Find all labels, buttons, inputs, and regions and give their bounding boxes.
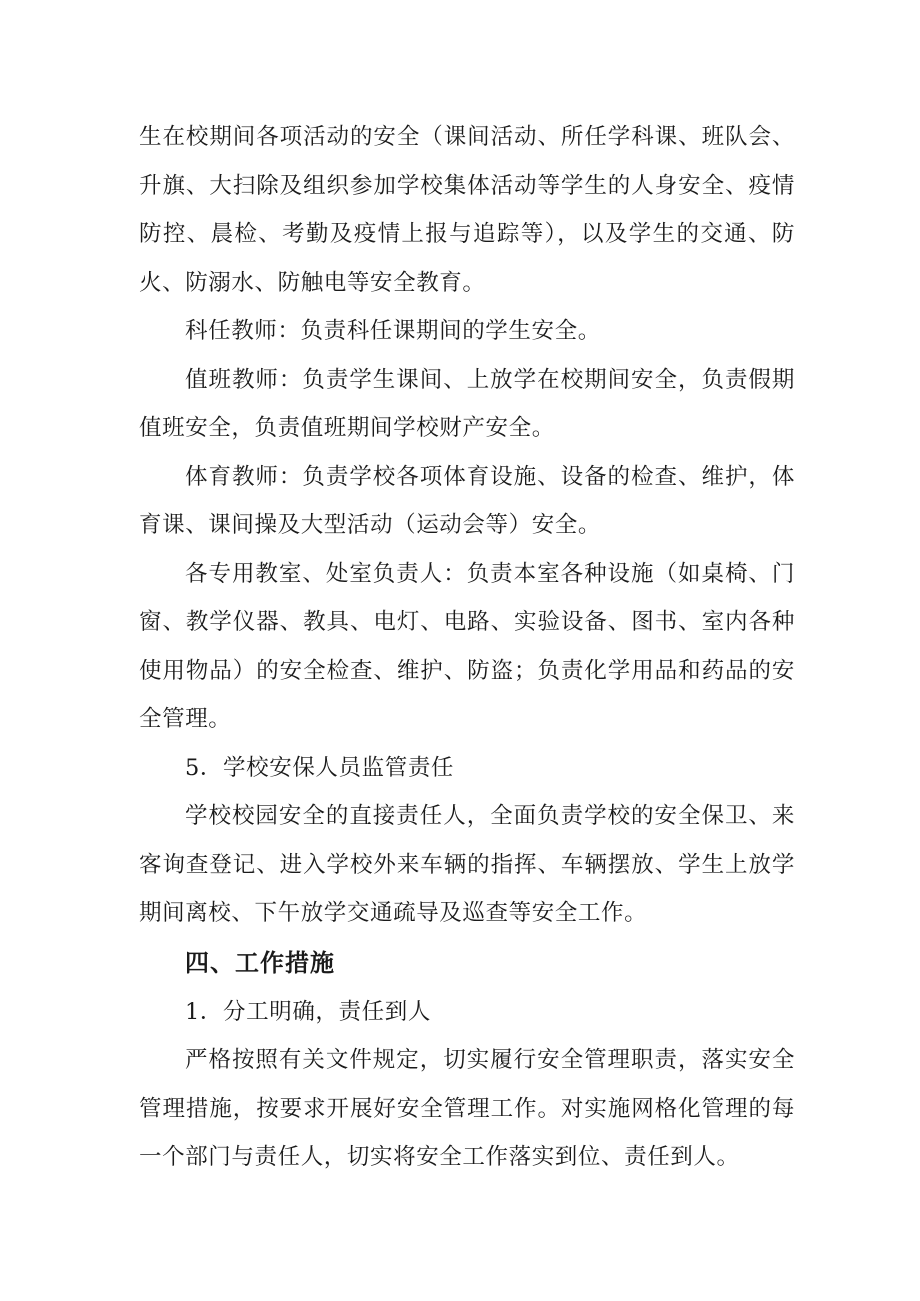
paragraph-continued: 生在校期间各项活动的安全（课间活动、所任学科课、班队会、升旗、大扫除及组织参加学校集体活动等学生的人身安全、疫情防控、晨检、考勤及疫情上报与追踪等），以及学生的交通、防火、防溺水、防触电等安全教育。 (139, 124, 795, 296)
paragraph-security-staff: 学校校园安全的直接责任人，全面负责学校的安全保卫、来客询查登记、进入学校外来车辆的指挥、车辆摆放、学生上放学期间离校、下午放学交通疏导及巡查等安全工作。 (139, 803, 795, 926)
subheading-division-of-labor: 1．分工明确，责任到人 (185, 998, 431, 1025)
paragraph-subject-teacher: 科任教师：负责科任课期间的学生安全。 (185, 318, 601, 344)
subheading-security-staff: 5．学校安保人员监管责任 (185, 754, 455, 781)
paragraph-pe-teacher: 体育教师：负责学校各项体育设施、设备的检查、维护，体育课、课间操及大型活动（运动会等）安全。 (139, 463, 795, 538)
section-heading-measures: 四、工作措施 (185, 948, 335, 977)
paragraph-room-managers: 各专用教室、处室负责人：负责本室各种设施（如桌椅、门窗、教学仪器、教具、电灯、电路、实验设备、图书、室内各种使用物品）的安全检查、维护、防盗；负责化学用品和药品的安全管理。 (139, 560, 795, 732)
paragraph-duty-teacher: 值班教师：负责学生课间、上放学在校期间安全，负责假期值班安全，负责值班期间学校财产安全。 (139, 366, 795, 441)
paragraph-division-of-labor: 严格按照有关文件规定，切实履行安全管理职责，落实安全管理措施，按要求开展好安全管理工作。对实施网格化管理的每一个部门与责任人，切实将安全工作落实到位、责任到人。 (139, 1047, 795, 1170)
